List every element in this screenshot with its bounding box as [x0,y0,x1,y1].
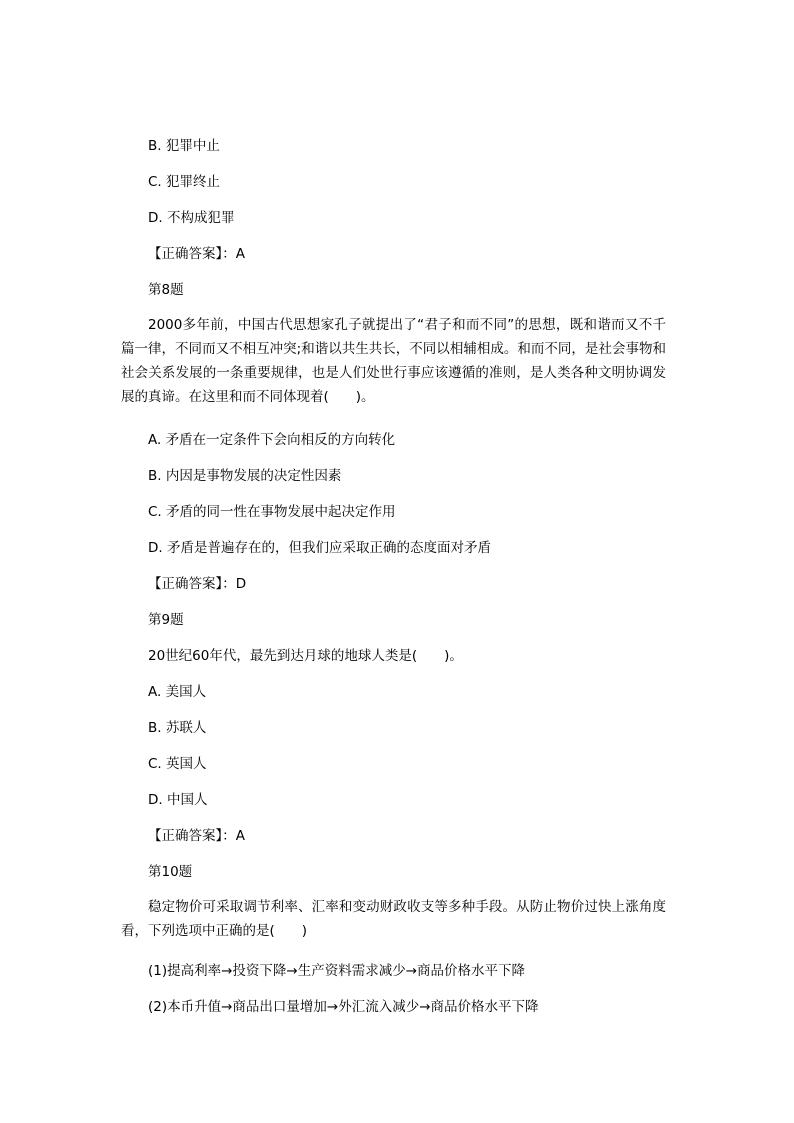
q9-option-b: B. 苏联人 [148,720,207,736]
q7-option-c: C. 犯罪终止 [148,174,221,190]
q8-option-b: B. 内因是事物发展的决定性因素 [148,468,342,484]
q10-stem: 稳定物价可采取调节利率、汇率和变动财政收支等多种手段。从防止物价过快上涨角度看，下列选项中正确的是( ) [121,899,666,939]
q8-title: 第8题 [148,282,184,298]
q7-option-b: B. 犯罪中止 [148,138,220,154]
q9-option-d: D. 中国人 [148,792,208,808]
q9-option-a: A. 美国人 [148,684,207,700]
q9-title: 第9题 [148,612,184,628]
q8-answer: 【正确答案】：D [148,576,247,592]
q10-item-2: (2)本币升值→商品出口量增加→外汇流入减少→商品价格水平下降 [148,999,539,1015]
q8-option-a: A. 矛盾在一定条件下会向相反的方向转化 [148,432,396,448]
q7-answer: 【正确答案】：A [148,246,245,262]
q8-option-c: C. 矛盾的同一性在事物发展中起决定作用 [148,504,396,520]
q8-stem: 2000多年前，中国古代思想家孔子就提出了“君子和而不同”的思想，既和谐而又不千篇一律，不同而又不相互冲突;和谐以共生共长，不同以相辅相成。和而不同，是社会事物和社会关系发展的一条重要规律，也是人们处世行事应该遵循的准则，是人类各种文明协调发展的真谛。在这里和而不同体现着( )。 [121,317,666,405]
q9-stem: 20世纪60年代，最先到达月球的地球人类是( )。 [148,648,463,664]
q9-option-c: C. 英国人 [148,756,207,772]
q10-title: 第10题 [148,864,193,880]
q7-option-d: D. 不构成犯罪 [148,210,235,226]
q9-answer: 【正确答案】：A [148,828,245,844]
q8-option-d: D. 矛盾是普遍存在的，但我们应采取正确的态度面对矛盾 [148,540,491,556]
q10-item-1: (1)提高利率→投资下降→生产资料需求减少→商品价格水平下降 [148,963,526,979]
